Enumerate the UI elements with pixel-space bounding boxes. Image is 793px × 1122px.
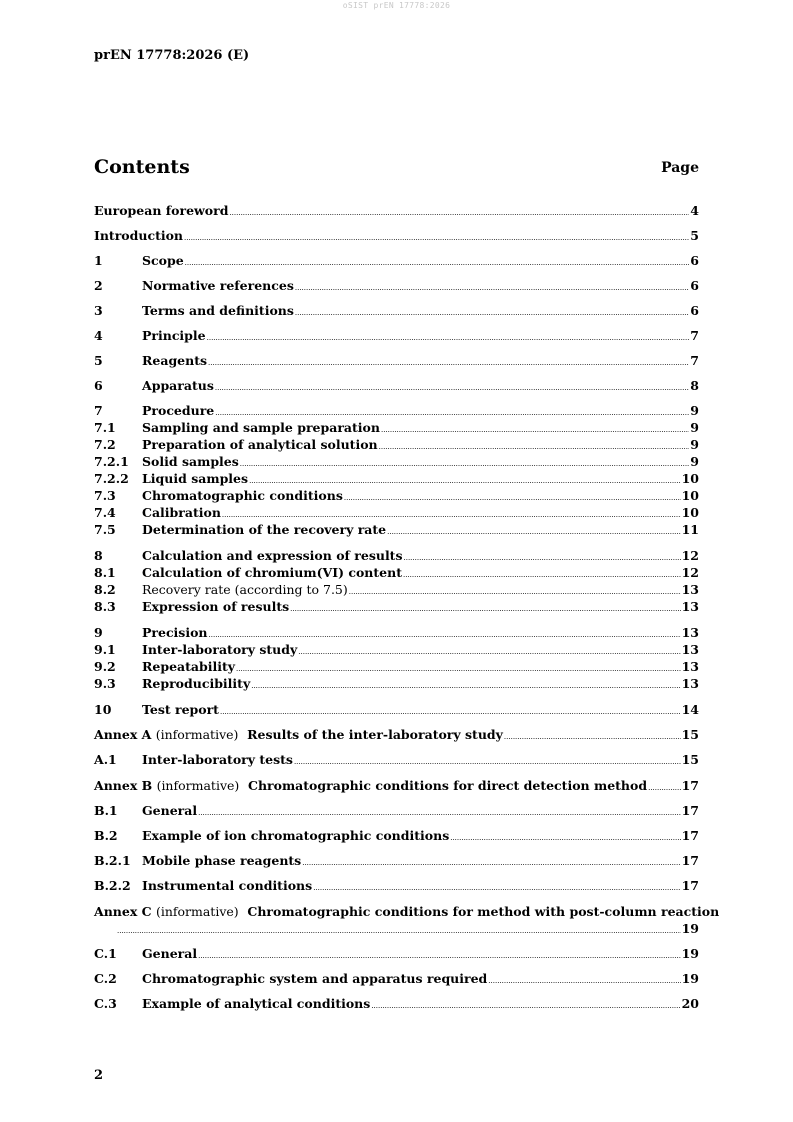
toc-number: 8 [94,548,103,563]
toc-page-number: 4 [690,203,699,218]
annex-qualifier: (informative) [155,727,239,742]
toc-title: Test report [142,702,219,717]
toc-number: 8.3 [94,599,116,614]
toc-entry-reproducibility[interactable] [94,675,699,692]
toc-number: 7.2 [94,437,116,452]
toc-number: 7.2.1 [94,454,129,469]
dot-leader [207,330,690,347]
toc-entry-b1-general[interactable] [94,802,699,819]
toc-entry-introduction[interactable] [94,227,699,244]
toc-title: Procedure [142,403,215,418]
toc-entry-chromium-content[interactable] [94,564,699,581]
toc-page-number: 19 [681,921,699,936]
toc-entry-annex-c[interactable] [94,903,720,937]
toc-title: General [142,946,198,961]
toc-entry-analytical-solution[interactable] [94,436,699,453]
toc-page-number: 9 [690,403,699,418]
toc-title: Repeatability [142,659,236,674]
toc-title: Calibration [142,505,221,520]
toc-page-number: 9 [690,454,699,469]
dot-leader [117,923,681,940]
dot-leader [450,830,680,847]
toc-number: 10 [94,702,112,717]
toc-number: 9.3 [94,676,116,691]
toc-title: Recovery rate (according to 7.5) [142,582,348,597]
annex-title: Results of the inter-laboratory study [247,727,503,742]
toc-entry-inter-laboratory-study[interactable] [94,641,699,658]
toc-entry-repeatability[interactable] [94,658,699,675]
dot-leader [185,255,690,272]
toc-page-number: 13 [681,625,699,640]
toc-entry-sampling[interactable] [94,419,699,436]
toc-title: Solid samples [142,454,239,469]
toc-page-number: 13 [681,582,699,597]
toc-entry-mobile-phase-reagents[interactable] [94,852,699,869]
toc-page-number: 19 [681,946,699,961]
toc-number: 6 [94,378,103,393]
toc-number: 7.3 [94,488,116,503]
toc-page-number: 12 [681,548,699,563]
toc-title: Calculation and expression of results [142,548,403,563]
toc-number: B.2.2 [94,878,131,893]
toc-title [94,903,720,920]
dot-leader [313,880,680,897]
toc-page-number: 6 [690,253,699,268]
dot-leader [251,678,680,695]
toc-title: Introduction [94,228,184,243]
toc-number: 7.1 [94,420,116,435]
toc-page-number: 10 [681,471,699,486]
dot-leader [387,524,680,541]
toc-number: C.2 [94,971,117,986]
toc-page-number: 13 [681,642,699,657]
annex-label: Annex C [94,904,152,919]
dot-leader [648,780,681,797]
toc-entry-annex-a[interactable] [94,726,699,743]
dot-leader [371,998,680,1015]
toc-page-number: 8 [690,378,699,393]
dot-leader [488,973,680,990]
contents-header [94,156,699,182]
toc-entry-liquid-samples[interactable] [94,470,699,487]
dot-leader [215,380,689,397]
toc-number: 7.2.2 [94,471,129,486]
toc-title: Instrumental conditions [142,878,313,893]
toc-page-number: 17 [681,828,699,843]
toc-entry-annex-b[interactable] [94,777,699,794]
dot-leader [302,855,680,872]
toc-entry-recovery-rate[interactable] [94,581,699,598]
dot-leader [208,355,689,372]
toc-title: Inter-laboratory tests [142,752,293,767]
toc-page-number: 17 [681,803,699,818]
toc-title: Scope [142,253,184,268]
toc-number: 4 [94,328,103,343]
dot-leader [198,948,680,965]
toc-number: 8.1 [94,565,116,580]
toc-page-number: 7 [690,353,699,368]
toc-entry-precision[interactable] [94,624,699,641]
toc-title: Reagents [142,353,208,368]
toc-number: B.1 [94,803,118,818]
toc-title: General [142,803,198,818]
toc-number: A.1 [94,752,117,767]
toc-entry-recovery-rate-determination[interactable] [94,521,699,538]
toc-page-number: 17 [681,853,699,868]
toc-title: Apparatus [142,378,214,393]
toc-page-number: 17 [681,778,699,793]
annex-label: Annex B [94,778,153,793]
toc-number: 8.2 [94,582,116,597]
toc-entry-calculation-expression[interactable] [94,547,699,564]
toc-number: 9 [94,625,103,640]
dot-leader [295,305,689,322]
dot-leader [184,230,689,247]
toc-title: Determination of the recovery rate [142,522,387,537]
dot-leader [504,729,681,746]
toc-entry-expression-results[interactable] [94,598,699,615]
toc-title: Principle [142,328,206,343]
toc-number: 1 [94,253,103,268]
toc-title: Chromatographic system and apparatus required [142,971,488,986]
toc-page-number: 11 [681,522,699,537]
toc-number: 7.5 [94,522,116,537]
toc-number: B.2.1 [94,853,131,868]
toc-entry-terms-definitions[interactable] [94,302,699,319]
toc-number: C.3 [94,996,117,1011]
toc-title: Example of analytical conditions [142,996,371,1011]
toc-number: 7 [94,403,103,418]
toc-title: Liquid samples [142,471,249,486]
page-number: 2 [94,1068,104,1083]
toc-entry-principle[interactable] [94,327,699,344]
annex-qualifier: (informative) [155,904,239,919]
toc-title: Calculation of chromium(VI) content [142,565,402,580]
toc-title: Chromatographic conditions [142,488,343,503]
annex-label: Annex A [94,727,152,742]
toc-entry-instrumental-conditions[interactable] [94,877,699,894]
toc-entry-chromatographic-conditions[interactable] [94,487,699,504]
toc-page-number: 9 [690,437,699,452]
toc-page-number: 6 [690,278,699,293]
toc-entry-apparatus[interactable] [94,377,699,394]
toc-entry-european-foreword[interactable] [94,202,699,219]
toc-page-number: 20 [681,996,699,1011]
annex-title: Chromatographic conditions for direct detection method [248,778,648,793]
toc-title [94,777,647,794]
toc-entry-reagents[interactable] [94,352,699,369]
toc-title: Precision [142,625,208,640]
toc-page-number: 10 [681,488,699,503]
annex-qualifier: (informative) [156,778,240,793]
toc-title: Terms and definitions [142,303,294,318]
toc-entry-calibration[interactable] [94,504,699,521]
toc-title: Sampling and sample preparation [142,420,380,435]
toc-number: 7.4 [94,505,116,520]
toc-title: Mobile phase reagents [142,853,302,868]
toc-title [94,726,503,743]
toc-entry-inter-laboratory-tests[interactable] [94,751,699,768]
toc-entry-c2-system[interactable] [94,970,699,987]
toc-title: Normative references [142,278,294,293]
toc-entry-procedure[interactable] [94,402,699,419]
toc-title: Reproducibility [142,676,251,691]
toc-page-number: 5 [690,228,699,243]
toc-entry-solid-samples[interactable] [94,453,699,470]
toc-number: 2 [94,278,103,293]
toc-entry-test-report[interactable] [94,701,699,718]
toc-page-number: 6 [690,303,699,318]
toc-number: 9.2 [94,659,116,674]
dot-leader [290,601,680,618]
toc-number: 3 [94,303,103,318]
watermark: oSIST prEN 17778:2026 [342,1,451,10]
toc-entry-c3-analytical-conditions[interactable] [94,995,699,1012]
toc-page-number: 13 [681,599,699,614]
toc-page-number: 13 [681,676,699,691]
dot-leader [220,704,681,721]
toc-title: Inter-laboratory study [142,642,298,657]
toc-page-number: 7 [690,328,699,343]
toc-page-number: 13 [681,659,699,674]
dot-leader [198,805,680,822]
toc-number: B.2 [94,828,118,843]
toc-entry-b2-example[interactable] [94,827,699,844]
toc-number: 9.1 [94,642,116,657]
toc-number: C.1 [94,946,117,961]
toc-title: European foreword [94,203,229,218]
toc-page-number: 15 [681,727,699,742]
annex-title: Chromatographic conditions for method with post-column reaction [247,904,720,919]
toc-number: 5 [94,353,103,368]
toc-page-number: 14 [681,702,699,717]
toc-page-number: 17 [681,878,699,893]
dot-leader [295,280,689,297]
toc-title: Preparation of analytical solution [142,437,378,452]
toc-page-number: 9 [690,420,699,435]
toc-entry-c1-general[interactable] [94,945,699,962]
toc-page-number: 12 [681,565,699,580]
toc-page-number: 10 [681,505,699,520]
toc-page-number: 19 [681,971,699,986]
toc-title: Example of ion chromatographic conditions [142,828,450,843]
dot-leader [229,205,689,222]
document-id: prEN 17778:2026 (E) [94,48,250,63]
toc-page-number: 15 [681,752,699,767]
toc-entry-scope[interactable] [94,252,699,269]
toc-entry-normative-references[interactable] [94,277,699,294]
page-column-label: Page [661,160,699,176]
contents-title: Contents [94,156,190,178]
dot-leader [294,754,681,771]
toc-title: Expression of results [142,599,290,614]
